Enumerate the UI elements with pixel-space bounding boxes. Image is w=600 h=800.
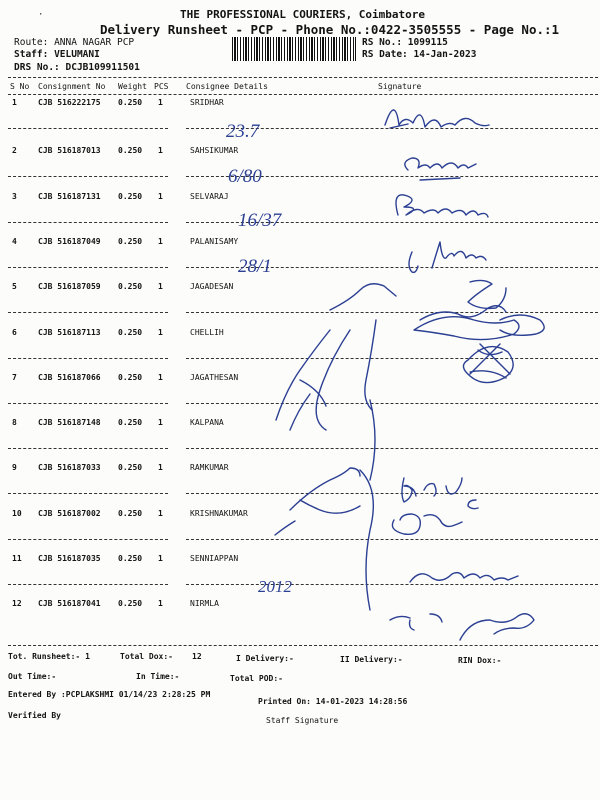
row-consignee: KALPANA (190, 418, 224, 428)
signature-8 (316, 284, 396, 430)
row-pcs: 1 (158, 508, 163, 518)
row-weight: 0.250 (118, 463, 143, 473)
row-weight: 0.250 (118, 327, 143, 337)
note-row4: 28/1 (238, 256, 272, 277)
row-sno: 9 (12, 463, 17, 473)
row-pcs: 1 (158, 98, 163, 107)
route-label: Route: (14, 37, 49, 48)
entered-by: Entered By :PCPLAKSHMI 01/14/23 2:28:25 PM (8, 690, 211, 699)
row-consignee: JAGATHESAN (190, 372, 239, 382)
row-consignment: CJB 516187131 (38, 191, 101, 201)
signature-2 (405, 158, 476, 180)
row-consignment: CJB 516187049 (38, 236, 101, 246)
row-consignee: SAHSIKUMAR (190, 146, 239, 156)
row-consignee: RAMKUMAR (190, 463, 229, 473)
row-consignment: CJB 516187066 (38, 372, 101, 382)
col-sno: S No (10, 82, 30, 91)
row-weight: 0.250 (118, 418, 143, 428)
row-weight: 0.250 (118, 191, 143, 201)
rs-date-label: RS Date: (362, 49, 408, 60)
tot-runsheet: Tot. Runsheet:- 1 (8, 652, 90, 661)
row-consignment: CJB 516187148 (38, 418, 101, 428)
row-consignee: KRISHNAKUMAR (190, 508, 248, 518)
row-consignee: SELVARAJ (190, 191, 229, 201)
total-pod: Total POD:- (230, 674, 283, 683)
out-time: Out Time:- (8, 672, 57, 681)
row-consignment: CJB 516187033 (38, 463, 101, 473)
row-consignee: JAGADESAN (190, 282, 234, 292)
row-consignment: CJB 516222175 (38, 98, 101, 107)
company-name: THE PROFESSIONAL COURIERS, Coimbatore (180, 8, 426, 21)
staff-label: Staff: (14, 49, 49, 60)
col-signature: Signature (378, 82, 422, 91)
signature-7 (463, 344, 513, 383)
row-sno: 8 (12, 418, 17, 428)
row-consignee: PALANISAMY (190, 236, 239, 246)
signature-14 (390, 614, 534, 640)
i-delivery: I Delivery:- (236, 654, 294, 663)
row-weight: 0.250 (118, 599, 143, 609)
signature-10 (275, 468, 360, 535)
note-row3: 16/37 (238, 210, 282, 231)
signature-13 (410, 573, 518, 582)
rs-no-value: 1099115 (407, 37, 448, 48)
row-weight: 0.250 (118, 282, 143, 292)
row-consignment: CJB 516187041 (38, 599, 101, 609)
row-pcs: 1 (158, 599, 163, 609)
note-row1: 23.7 (226, 121, 260, 142)
scan-mark: · (38, 10, 44, 20)
row-sno: 7 (12, 372, 17, 382)
ii-delivery: II Delivery:- (340, 655, 403, 664)
row-pcs: 1 (158, 554, 163, 563)
row-consignee: SRIDHAR (190, 98, 224, 107)
row-consignment: CJB 516187059 (38, 282, 101, 292)
rin-dox: RIN Dox:- (458, 656, 502, 665)
rs-no-label: RS No.: (362, 37, 403, 48)
col-consignee: Consignee Details (186, 82, 268, 91)
signature-5 (420, 280, 506, 320)
signature-12 (392, 514, 462, 534)
row-pcs: 1 (158, 418, 163, 428)
printed-on: Printed On: 14-01-2023 14:28:56 (258, 697, 408, 706)
signature-15 (360, 400, 375, 610)
row-sno: 1 (12, 98, 17, 107)
row-pcs: 1 (158, 463, 163, 473)
verified-by: Verified By (8, 711, 61, 720)
note-row2: 6/80 (228, 166, 262, 187)
row-consignment: CJB 516187113 (38, 327, 101, 337)
signature-9 (276, 330, 330, 430)
route-value: ANNA NAGAR PCP (54, 37, 135, 48)
row-sno: 6 (12, 327, 17, 337)
in-time: In Time:- (136, 672, 180, 681)
row-consignment: CJB 516187035 (38, 554, 101, 563)
total-dox-label: Total Dox:- (120, 652, 173, 661)
row-consignee: SENNIAPPAN (190, 554, 239, 563)
row-sno: 10 (12, 508, 22, 518)
row-pcs: 1 (158, 191, 163, 201)
row-pcs: 1 (158, 236, 163, 246)
drs-value: DCJB109911501 (65, 62, 140, 73)
drs-label: DRS No.: (14, 62, 60, 73)
total-dox-value: 12 (192, 652, 202, 661)
signature-1 (385, 110, 489, 128)
row-weight: 0.250 (118, 554, 143, 563)
signature-11 (402, 478, 478, 509)
runsheet-title: Delivery Runsheet - PCP - Phone No.:0422-3505555 - Page No.:1 (100, 22, 560, 37)
row-consignment: CJB 516187013 (38, 146, 101, 156)
row-sno: 2 (12, 146, 17, 156)
row-sno: 12 (12, 599, 22, 609)
row-pcs: 1 (158, 282, 163, 292)
signature-4 (409, 242, 486, 272)
row-pcs: 1 (158, 327, 163, 337)
row-consignee: NIRMLA (190, 599, 219, 609)
row-weight: 0.250 (118, 372, 143, 382)
row-sno: 11 (12, 554, 22, 563)
signature-3 (396, 195, 488, 217)
signature-6 (414, 315, 544, 340)
row-sno: 4 (12, 236, 17, 246)
row-weight: 0.250 (118, 146, 143, 156)
row-pcs: 1 (158, 372, 163, 382)
row-weight: 0.250 (118, 508, 143, 518)
row-weight: 0.250 (118, 98, 143, 107)
row-pcs: 1 (158, 146, 163, 156)
row-sno: 3 (12, 191, 17, 201)
staff-value: VELUMANI (54, 49, 100, 60)
row-sno: 5 (12, 282, 17, 292)
col-pcs: PCS (154, 82, 169, 91)
row-consignee: CHELLIH (190, 327, 224, 337)
row-weight: 0.250 (118, 236, 143, 246)
rs-date-value: 14-Jan-2023 (413, 49, 477, 60)
row-consignment: CJB 516187002 (38, 508, 101, 518)
col-consignment: Consignment No (38, 82, 106, 91)
staff-signature: Staff Signature (266, 716, 339, 725)
note-row11: 2012 (258, 577, 292, 596)
col-weight: Weight (118, 82, 147, 91)
